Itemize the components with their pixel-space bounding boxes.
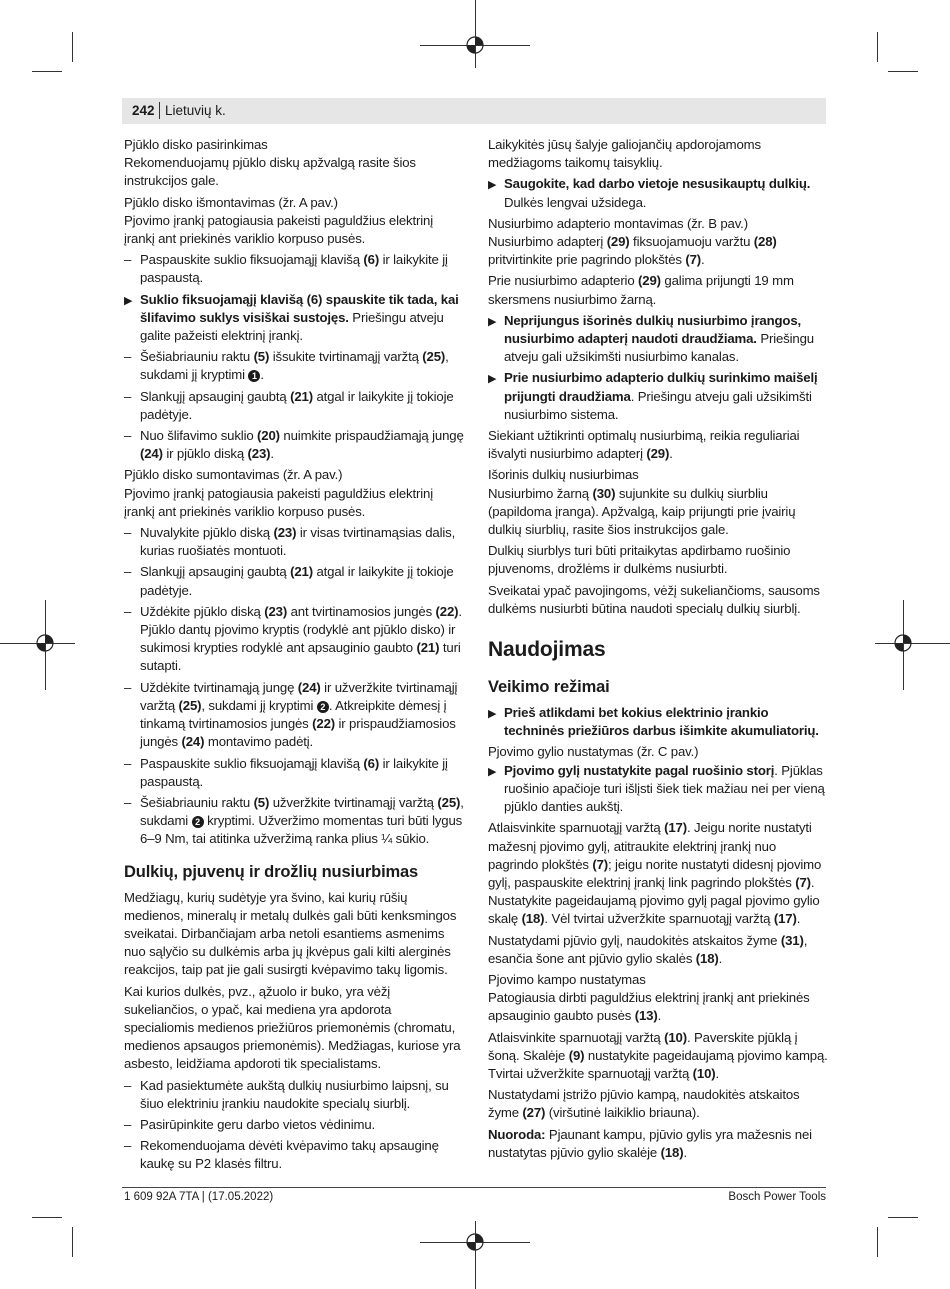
section-heading: Veikimo režimai (488, 678, 610, 697)
list-item-text: Uždėkite pjūklo diską (23) ant tvirtinamosios jungės (22). Pjūklo dantų pjovimo kryptis (rodyklė ant pjūklo disko) ir sukimosi krypties rodyklė ant apsauginio gaubto (21) turi sutapti. (140, 603, 462, 674)
paragraph: Kai kurios dulkės, pvz., ąžuolo ir buko, yra vėžį sukeliančios, o ypač, kai mediena yra apdorota specialiomis medienos priežiūros priemonėmis (chromatu, medienos apsaugos priemonėmis). Medžiagas, kuriose yra asbesto, leidžiama apdoroti tik specialistams. (124, 983, 461, 1072)
list-item-text: Šešiabriauniu raktu (5) išsukite tvirtinamąjį varžtą (25), sukdami jį kryptimi 1 . (140, 349, 449, 383)
paragraph: Rekomenduojamų pjūklo diskų apžvalgą rasite šios instrukcijos gale. (124, 155, 416, 189)
registration-mark-icon (465, 1232, 485, 1252)
list-item (124, 755, 464, 791)
chapter-heading: Naudojimas (488, 638, 606, 662)
crop-mark (877, 1227, 878, 1257)
list-item (124, 563, 464, 599)
triangle-bullet-icon: ▶ (488, 179, 497, 192)
triangle-bullet-icon: ▶ (488, 315, 497, 328)
dash-bullet: – (124, 564, 132, 580)
subheading: Pjūklo disko pasirinkimas (124, 137, 268, 152)
list-item-text: Šešiabriauniu raktu (5) užveržkite tvirtinamąjį varžtą (25), sukdami 2 kryptimi. Užveržimo momentas turi būti lygus 6–9 Nm, tai atitinka užveržimą ranka plius ¼ sūkio. (140, 794, 464, 847)
dash-bullet: – (124, 1116, 132, 1132)
page-header (122, 98, 826, 124)
right-column (488, 136, 828, 1165)
list-item (124, 427, 464, 463)
warning-item (488, 704, 828, 740)
list-item (124, 603, 464, 676)
warning-item (488, 369, 828, 424)
dash-bullet: – (124, 755, 132, 771)
dash-bullet: – (124, 525, 132, 541)
list-item (124, 1077, 464, 1113)
subheading: Pjovimo gylio nustatymas (žr. C pav.) (488, 744, 699, 760)
dash-bullet: – (124, 794, 132, 810)
paragraph: Nustatydami įstrižo pjūvio kampą, naudokitės atskaitos žyme (27) (viršutinė laikiklio briauna). (488, 1087, 800, 1121)
warning-item (488, 175, 828, 211)
list-item-text: Pasirūpinkite geru darbo vietos vėdinimu. (140, 1116, 376, 1132)
list-item (124, 1116, 464, 1134)
triangle-bullet-icon: ▶ (488, 373, 497, 386)
dash-bullet: – (124, 349, 132, 365)
circled-number-icon: 2 (192, 816, 204, 828)
triangle-bullet-icon: ▶ (488, 765, 497, 778)
triangle-bullet-icon: ▶ (488, 708, 497, 721)
list-item-text: Slankųjį apsauginį gaubtą (21) atgal ir laikykite jį tokioje padėtyje. (140, 564, 454, 598)
section-heading: Dulkių, pjuvenų ir drožlių nusiurbimas (124, 862, 419, 881)
circled-number-icon: 1 (248, 370, 260, 382)
page-number: 242 (132, 103, 155, 118)
crop-mark (475, 0, 476, 68)
list-item-text: Prie nusiurbimo adapterio dulkių surinkimo maišelį prijungti draudžiama. Priešingu atveju gali užsikimšti nusiurbimo sistema. (504, 370, 818, 422)
crop-mark (72, 32, 73, 62)
dash-bullet: – (124, 1138, 132, 1154)
circled-number-icon: 2 (317, 701, 329, 713)
list-item-text: Saugokite, kad darbo vietoje nesusikauptų dulkių. Dulkės lengvai užsidega. (504, 176, 811, 210)
paragraph: Laikykitės jūsų šalyje galiojančių apdorojamoms medžiagoms taikomų taisyklių. (488, 137, 761, 171)
header-divider (159, 102, 160, 119)
list-item-text: Nuvalykite pjūklo diską (23) ir visas tvirtinamąsias dalis, kurias ruošiatės montuoti. (140, 525, 456, 559)
registration-mark-icon (35, 633, 55, 653)
paragraph: Dulkių siurblys turi būti pritaikytas apdirbamo ruošinio pjuvenoms, drožlėms ir dulkėms nusiurbti. (488, 543, 791, 577)
crop-mark (72, 1227, 73, 1257)
list-item (124, 679, 464, 752)
dash-bullet: – (124, 679, 132, 695)
registration-mark-icon (465, 35, 485, 55)
paragraph: Prie nusiurbimo adapterio (29) galima prijungti 19 mm skersmens nusiurbimo žarną. (488, 273, 794, 307)
list-item (124, 524, 464, 560)
dash-bullet: – (124, 428, 132, 444)
list-item-text: Pjovimo gylį nustatykite pagal ruošinio storį. Pjūklas ruošinio apačioje turi išlįsti šiek tiek mažiau nei per vieną pjūklo danties aukštį. (504, 762, 825, 815)
list-item-text: Uždėkite tvirtinamąją jungę (24) ir užveržkite tvirtinamąjį varžtą (25), sukdami jį kryptimi 2 . Atkreipkite dėmesį į tinkamą tvirtinamosios jungės (22) ir prispaudžiamosios jungės (24) montavimo padėtį. (140, 679, 458, 750)
subheading: Pjūklo disko išmontavimas (žr. A pav.) (124, 194, 338, 210)
list-item-text: Prieš atlikdami bet kokius elektrinio įrankio techninės priežiūros darbus išimkite akumuliatorių. (504, 705, 819, 739)
triangle-bullet-icon: ▶ (124, 294, 133, 307)
crop-mark (877, 32, 878, 62)
paragraph: Nusiurbimo adapterį (29) fiksuojamuoju varžtu (28) pritvirtinkite prie pagrindo plokštės (7). (488, 234, 777, 268)
paragraph: Siekiant užtikrinti optimalų nusiurbimą, reikia reguliariai išvalyti nusiurbimo adapterį (29). (488, 428, 800, 462)
paragraph: Nusiurbimo žarną (30) sujunkite su dulkių siurbliu (papildoma įranga). Apžvalgą, kaip prijungti prie įvairių dulkių siurblių, rasite šios instrukcijos gale. (488, 485, 796, 538)
warning-item (488, 762, 828, 817)
list-item-text: Suklio fiksuojamąjį klavišą (6) spauskite tik tada, kai šlifavimo suklys visiškai sustojęs. Priešingu atveju galite pažeisti elektrinį įrankį. (140, 291, 459, 344)
list-item-text: Paspauskite suklio fiksuojamąjį klavišą (6) ir laikykite jį paspaustą. (140, 755, 448, 789)
list-item (124, 251, 464, 287)
footer-brand: Bosch Power Tools (728, 1191, 826, 1203)
paragraph: Nuoroda: Pjaunant kampu, pjūvio gylis yra mažesnis nei nustatytas pjūvio gylio skalėje (18). (488, 1126, 812, 1160)
warning-item (488, 312, 828, 367)
list-item (124, 388, 464, 424)
paragraph: Atlaisvinkite sparnuotąjį varžtą (10). Paverskite pjūklą į šoną. Skalėje (9) nustatykite pageidaujamą pjovimo kampą. Tvirtai užveržkite sparnuotąjį varžtą (10). (488, 1029, 828, 1081)
subheading: Pjūklo disko sumontavimas (žr. A pav.) (124, 467, 343, 483)
list-item-text: Neprijungus išorinės dulkių nusiurbimo įrangos, nusiurbimo adapterį naudoti draudžiama. Priešingu atveju gali užsikimšti nusiurbimo kanalas. (504, 312, 814, 365)
list-item-text: Slankųjį apsauginį gaubtą (21) atgal ir laikykite jį tokioje padėtyje. (140, 388, 454, 422)
registration-mark-icon (893, 633, 913, 653)
crop-mark (888, 71, 918, 72)
crop-mark (32, 71, 62, 72)
subheading: Pjovimo kampo nustatymas (488, 971, 646, 987)
crop-mark (32, 1217, 62, 1218)
list-item-text: Rekomenduojama dėvėti kvėpavimo takų apsauginę kaukę su P2 klasės filtru. (140, 1138, 439, 1172)
left-column (124, 136, 464, 1177)
paragraph: Nustatydami pjūvio gylį, naudokitės atskaitos žyme (31), esančia šone ant pjūvio gylio skalės (18). (488, 932, 808, 966)
subheading: Išorinis dulkių nusiurbimas (488, 467, 639, 483)
dash-bullet: – (124, 388, 132, 404)
list-item (124, 794, 464, 849)
paragraph: Patogiausia dirbti paguldžius elektrinį įrankį ant priekinės apsauginio gaubto pusės (13). (488, 990, 810, 1024)
footer-doc-id: 1 609 92A 7TA | (17.05.2022) (124, 1191, 274, 1203)
dash-bullet: – (124, 1077, 132, 1093)
paragraph: Atlaisvinkite sparnuotąjį varžtą (17). Jeigu norite nustatyti mažesnį pjovimo gylį, atitraukite elektrinį įrankį nuo pagrindo plokštės (7); jeigu norite nustatyti didesnį pjovimo gylį, paspauskite elektrinį įrankį link pagrindo plokštės (7). Nustatykite pageidaujamą pjovimo gylį pagal pjovimo gylio skalę (18). Vėl tvirtai užveržkite sparnuotąjį varžtą (17). (488, 820, 822, 927)
dash-bullet: – (124, 252, 132, 268)
paragraph: Pjovimo įrankį patogiausia pakeisti paguldžius elektrinį įrankį ant priekinės variklio korpuso pusės. (124, 485, 434, 519)
dash-bullet: – (124, 603, 132, 619)
list-item-text: Kad pasiektumėte aukštą dulkių nusiurbimo laipsnį, su šiuo elektriniu įrankiu naudokite specialų siurblį. (140, 1077, 449, 1111)
crop-mark (888, 1217, 918, 1218)
footer-rule (122, 1187, 826, 1188)
paragraph: Medžiagų, kurių sudėtyje yra švino, kai kurių rūšių medienos, mineralų ir metalų dulkės gali būti kenksmingos sveikatai. Dirbančiajam arba netoli esantiems asmenims nuo sąlyčio su dulkėmis arba jų įkvėpus gali kilti alerginės reakcijos, taip pat jie gali susirgti kvėpavimo takų ligomis. (124, 889, 457, 978)
paragraph: Pjovimo įrankį patogiausia pakeisti paguldžius elektrinį įrankį ant priekinės variklio korpuso pusės. (124, 212, 434, 247)
list-item (124, 1137, 464, 1173)
list-item-text: Nuo šlifavimo suklio (20) nuimkite prispaudžiamąją jungę (24) ir pjūklo diską (23). (140, 428, 464, 462)
list-item (124, 348, 464, 384)
subheading: Nusiurbimo adapterio montavimas (žr. B pav.) (488, 215, 748, 231)
list-item-text: Paspauskite suklio fiksuojamąjį klavišą (6) ir laikykite jį paspaustą. (140, 252, 448, 286)
paragraph: Sveikatai ypač pavojingoms, vėžį sukeliančioms, sausoms dulkėms nusiurbti būtina naudoti specialų dulkių siurblį. (488, 582, 820, 616)
warning-item (124, 291, 464, 346)
language-label: Lietuvių k. (165, 103, 226, 118)
